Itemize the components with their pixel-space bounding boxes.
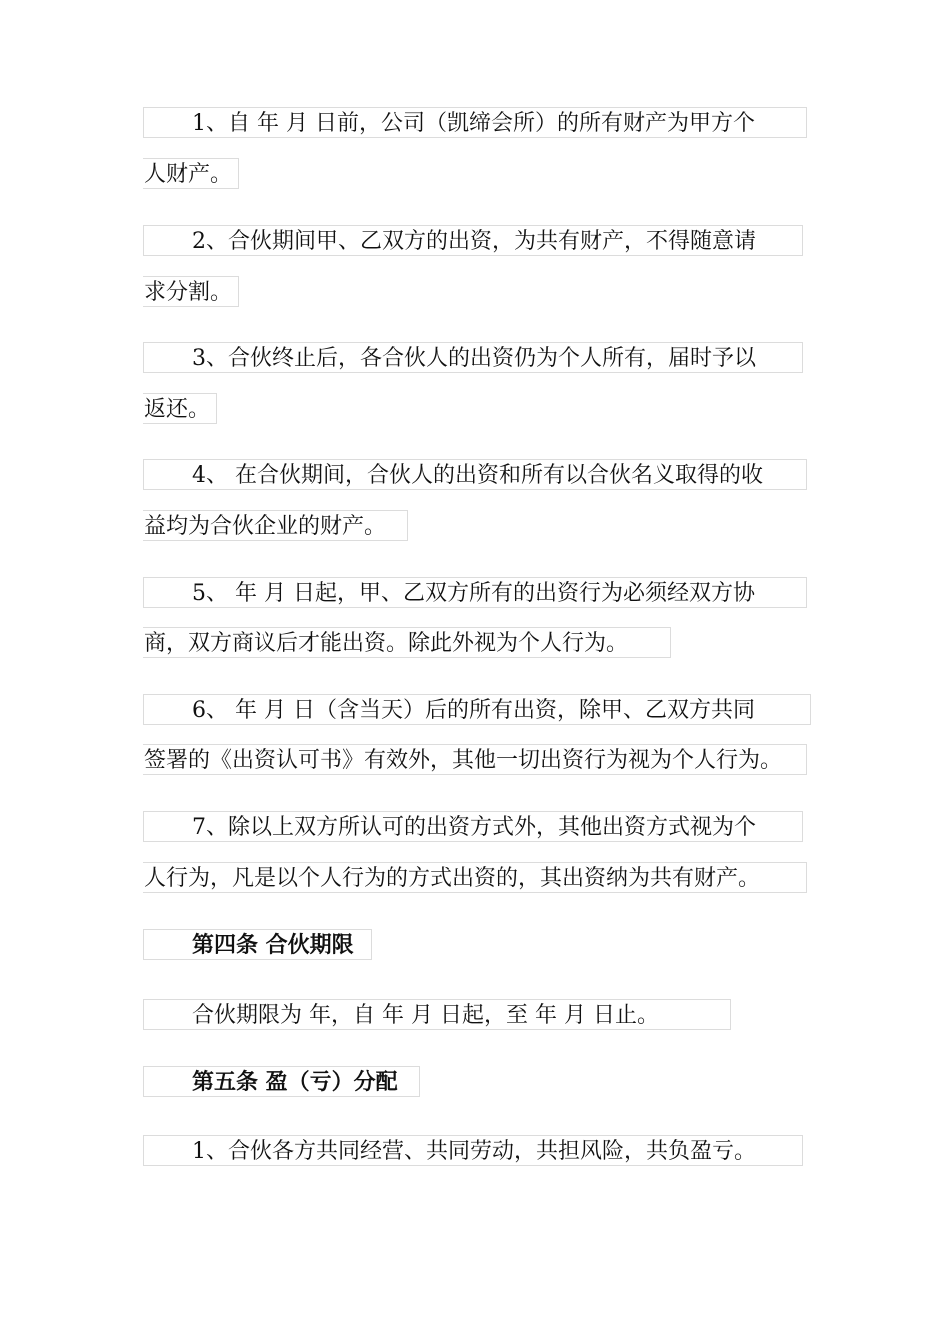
- article-5-heading: 第五条 盈（亏）分配: [143, 1066, 420, 1097]
- clause-6-line-1: 6、 年 月 日（含当天）后的所有出资，除甲、乙双方共同: [143, 694, 811, 725]
- clause-5-line-1: 5、 年 月 日起，甲、乙双方所有的出资行为必须经双方协: [143, 577, 807, 608]
- clause-7-line-1: 7、除以上双方所认可的出资方式外，其他出资方式视为个: [143, 811, 803, 842]
- article-5-clause-1: 1、合伙各方共同经营、共同劳动，共担风险，共负盈亏。: [143, 1135, 803, 1166]
- clause-1-line-2: 人财产。: [143, 158, 239, 189]
- clause-5-line-2: 商，双方商议后才能出资。除此外视为个人行为。: [143, 627, 671, 658]
- clause-2-line-1: 2、合伙期间甲、乙双方的出资，为共有财产，不得随意请: [143, 225, 803, 256]
- partnership-term-text: 合伙期限为 年，自 年 月 日起，至 年 月 日止。: [143, 999, 731, 1030]
- clause-3-line-2: 返还。: [143, 393, 217, 424]
- clause-1-line-1: 1、自 年 月 日前，公司（凯缔会所）的所有财产为甲方个: [143, 107, 807, 138]
- clause-4-line-1: 4、 在合伙期间，合伙人的出资和所有以合伙名义取得的收: [143, 459, 807, 490]
- clause-7-line-2: 人行为，凡是以个人行为的方式出资的，其出资纳为共有财产。: [143, 862, 807, 893]
- article-4-heading: 第四条 合伙期限: [143, 929, 372, 960]
- clause-3-line-1: 3、合伙终止后，各合伙人的出资仍为个人所有，届时予以: [143, 342, 803, 373]
- clause-6-line-2: 签署的《出资认可书》有效外，其他一切出资行为视为个人行为。: [143, 744, 807, 775]
- clause-2-line-2: 求分割。: [143, 276, 239, 307]
- clause-4-line-2: 益均为合伙企业的财产。: [143, 510, 408, 541]
